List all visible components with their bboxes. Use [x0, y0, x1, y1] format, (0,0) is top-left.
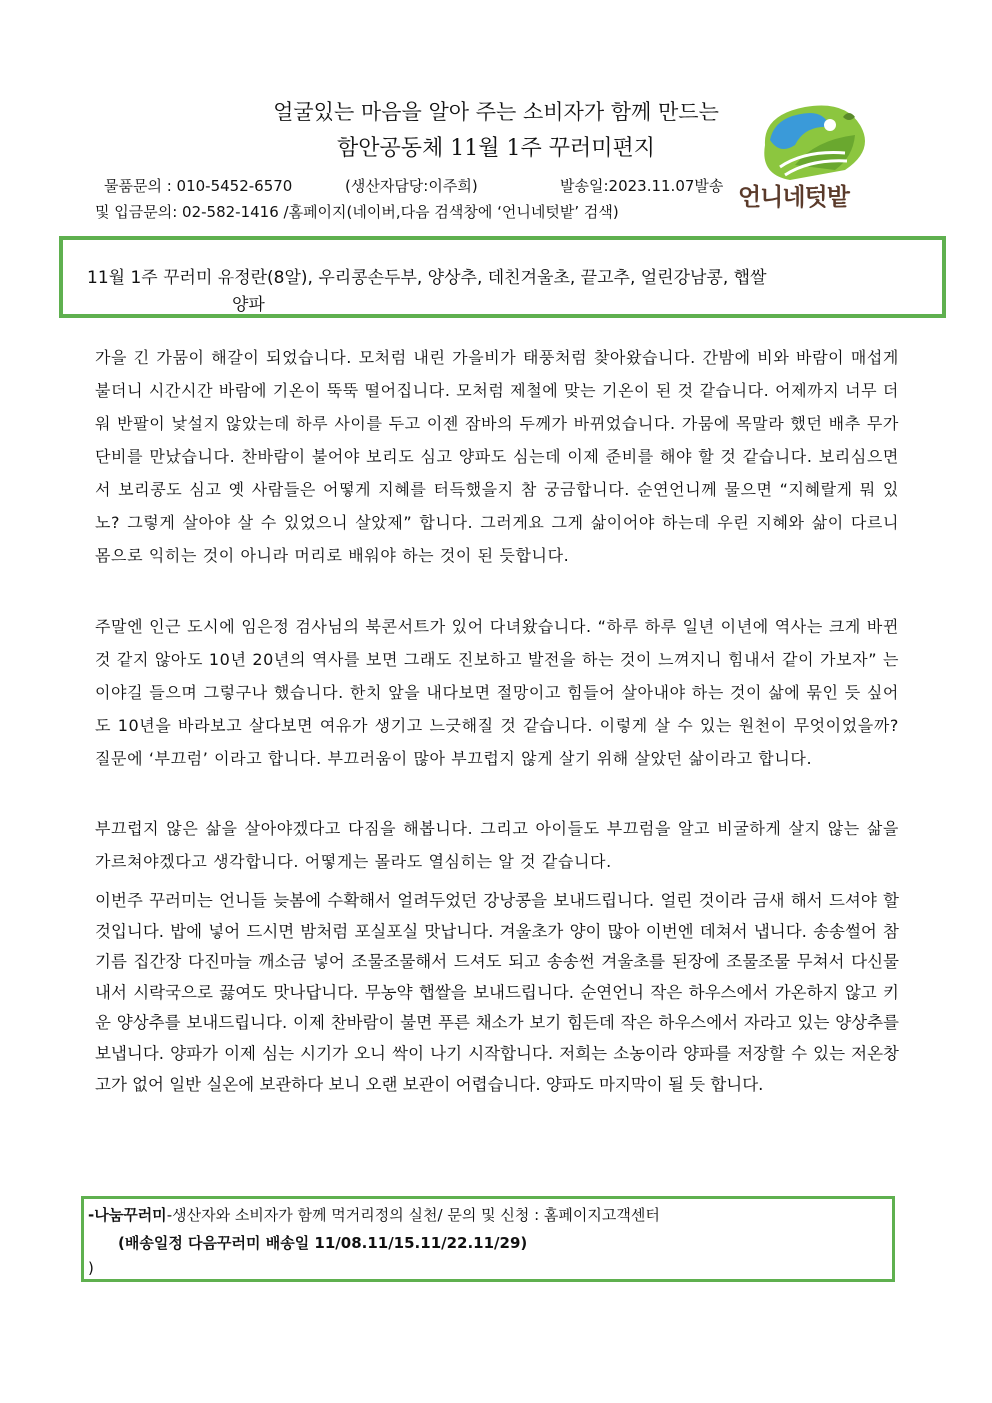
letter-paragraph: 주말엔 인근 도시에 임은정 검사님의 북콘서트가 있어 다녀왔습니다. “하루 하루 일년 이년에 역사는 크게 바뀐 것 같지 않아도 10년 20년의 역사를 보면 그래도 진보하고 발전을 하는 것이 느껴지니 힘내서 같이 가보자” 는 이야길 들으며 그렇구나 했습니다. 한치 앞을 내다보면 절망이고 힘들어 살아내야 하는 것이 삶에 묶인 듯 싶어도 10년을 바라보고 살다보면 여유가 생기고 느긋해질 것 같습니다. 이렇게 살 수 있는 원천이 무엇이었을까? 질문에 ‘부끄럼’ 이라고 합니다. 부끄러움이 많아 부끄럽지 않게 살기 위해 살았던 삶이라고 합니다. — [95, 617, 899, 768]
producer-contact: (생산자담당:이주희) — [345, 177, 478, 195]
deposit-inquiry: 및 입금문의: 02-582-1416 /홈페이지(네이버,다음 검색창에 ‘언니네텃밭’ 검색) — [95, 203, 619, 221]
footer-heading: -나눔꾸러미 — [88, 1206, 167, 1224]
letter-subtitle: 얼굴있는 마음을 알아 주는 소비자가 함께 만드는 — [273, 100, 719, 124]
letter-paragraph: 이번주 꾸러미는 언니들 늦봄에 수확해서 얼려두었던 강낭콩을 보내드립니다. 얼린 것이라 금새 해서 드셔야 할 것입니다. 밥에 넣어 드시면 밤처럼 포실포실 맛납니다. 겨울초가 양이 많아 이번엔 데쳐서 냅니다. 송송썰어 참기름 집간장 다진마늘 깨소금 넣어 조물조물해서 드셔도 되고 송송썬 겨울초를 된장에 조물조물 무쳐서 다신물 내서 시락국으로 끓여도 맛나답니다. 무농약 햅쌀을 보내드립니다. 순연언니 작은 하우스에서 가온하지 않고 키운 양상추를 보내드립니다. 이제 찬바람이 불면 푸른 채소가 보기 힘든데 작은 하우스에서 자라고 있는 양상추를 보냅니다. 양파가 이제 심는 시기가 오니 싹이 나기 시작합니다. 저희는 소농이라 양파를 저장할 수 있는 저온창고가 없어 일반 실온에 보관하다 보니 오랜 보관이 어렵습니다. 양파도 마지막이 될 듯 합니다. — [95, 891, 899, 1094]
letter-title: 함안공동체 11월 1주 꾸러미편지 — [337, 136, 655, 161]
letter-paragraph: 가을 긴 가뭄이 해갈이 되었습니다. 모처럼 내린 가을비가 태풍처럼 찾아왔습니다. 간밤에 비와 바람이 매섭게 불더니 시간시간 바람에 기온이 뚝뚝 떨어집니다. 모처럼 제철에 맞는 기온이 된 것 같습니다. 어제까지 너무 더워 반팔이 낯설지 않았는데 하루 사이를 두고 이젠 잠바의 두께가 바뀌었습니다. 가뭄에 목말라 했던 배추 무가 단비를 만났습니다. 찬바람이 불어야 보리도 심고 양파도 심는데 이제 준비를 해야 할 것 같습니다. 보리심으면서 보리콩도 심고 옛 사람들은 어떻게 지혜를 터득했을지 참 궁금합니다. 순연언니께 물으면 “지혜랄게 뭐 있노? 그렇게 살아야 살 수 있었으니 살았제” 합니다. 그러게요 그게 삶이어야 하는데 우린 지혜와 삶이 다르니 몸으로 익히는 것이 아니라 머리로 배워야 하는 것이 된 듯합니다. — [95, 348, 899, 565]
items-list: 11월 1주 꾸러미 유정란(8알), 우리콩손두부, 양상추, 데친겨울초, 끝고추, 얼린강남콩, 햅쌀 — [87, 268, 767, 288]
items-list-continued: 양파 — [232, 295, 265, 315]
logo-wordmark: 언니네텃밭 — [738, 182, 849, 211]
delivery-schedule: (배송일정 다음꾸러미 배송일 11/08.11/15.11/22.11/29) — [118, 1234, 528, 1252]
sent-date: 발송일:2023.11.07발송 — [560, 177, 724, 195]
footer-line-end: ) — [88, 1259, 94, 1277]
footer-description: -생산자와 소비자가 함께 먹거리정의 실천/ 문의 및 신청 : 홈페이지고객센터 — [166, 1206, 660, 1224]
letter-paragraph: 부끄럽지 않은 삶을 살아야겠다고 다짐을 해봅니다. 그리고 아이들도 부끄럼을 알고 비굴하게 살지 않는 삶을 가르쳐야겠다고 생각합니다. 어떻게는 몰라도 열심히는 알 것 같습니다. — [95, 819, 899, 871]
product-inquiry: 물품문의 : 010-5452-6570 — [104, 177, 293, 195]
footer-line — [88, 1204, 660, 1225]
